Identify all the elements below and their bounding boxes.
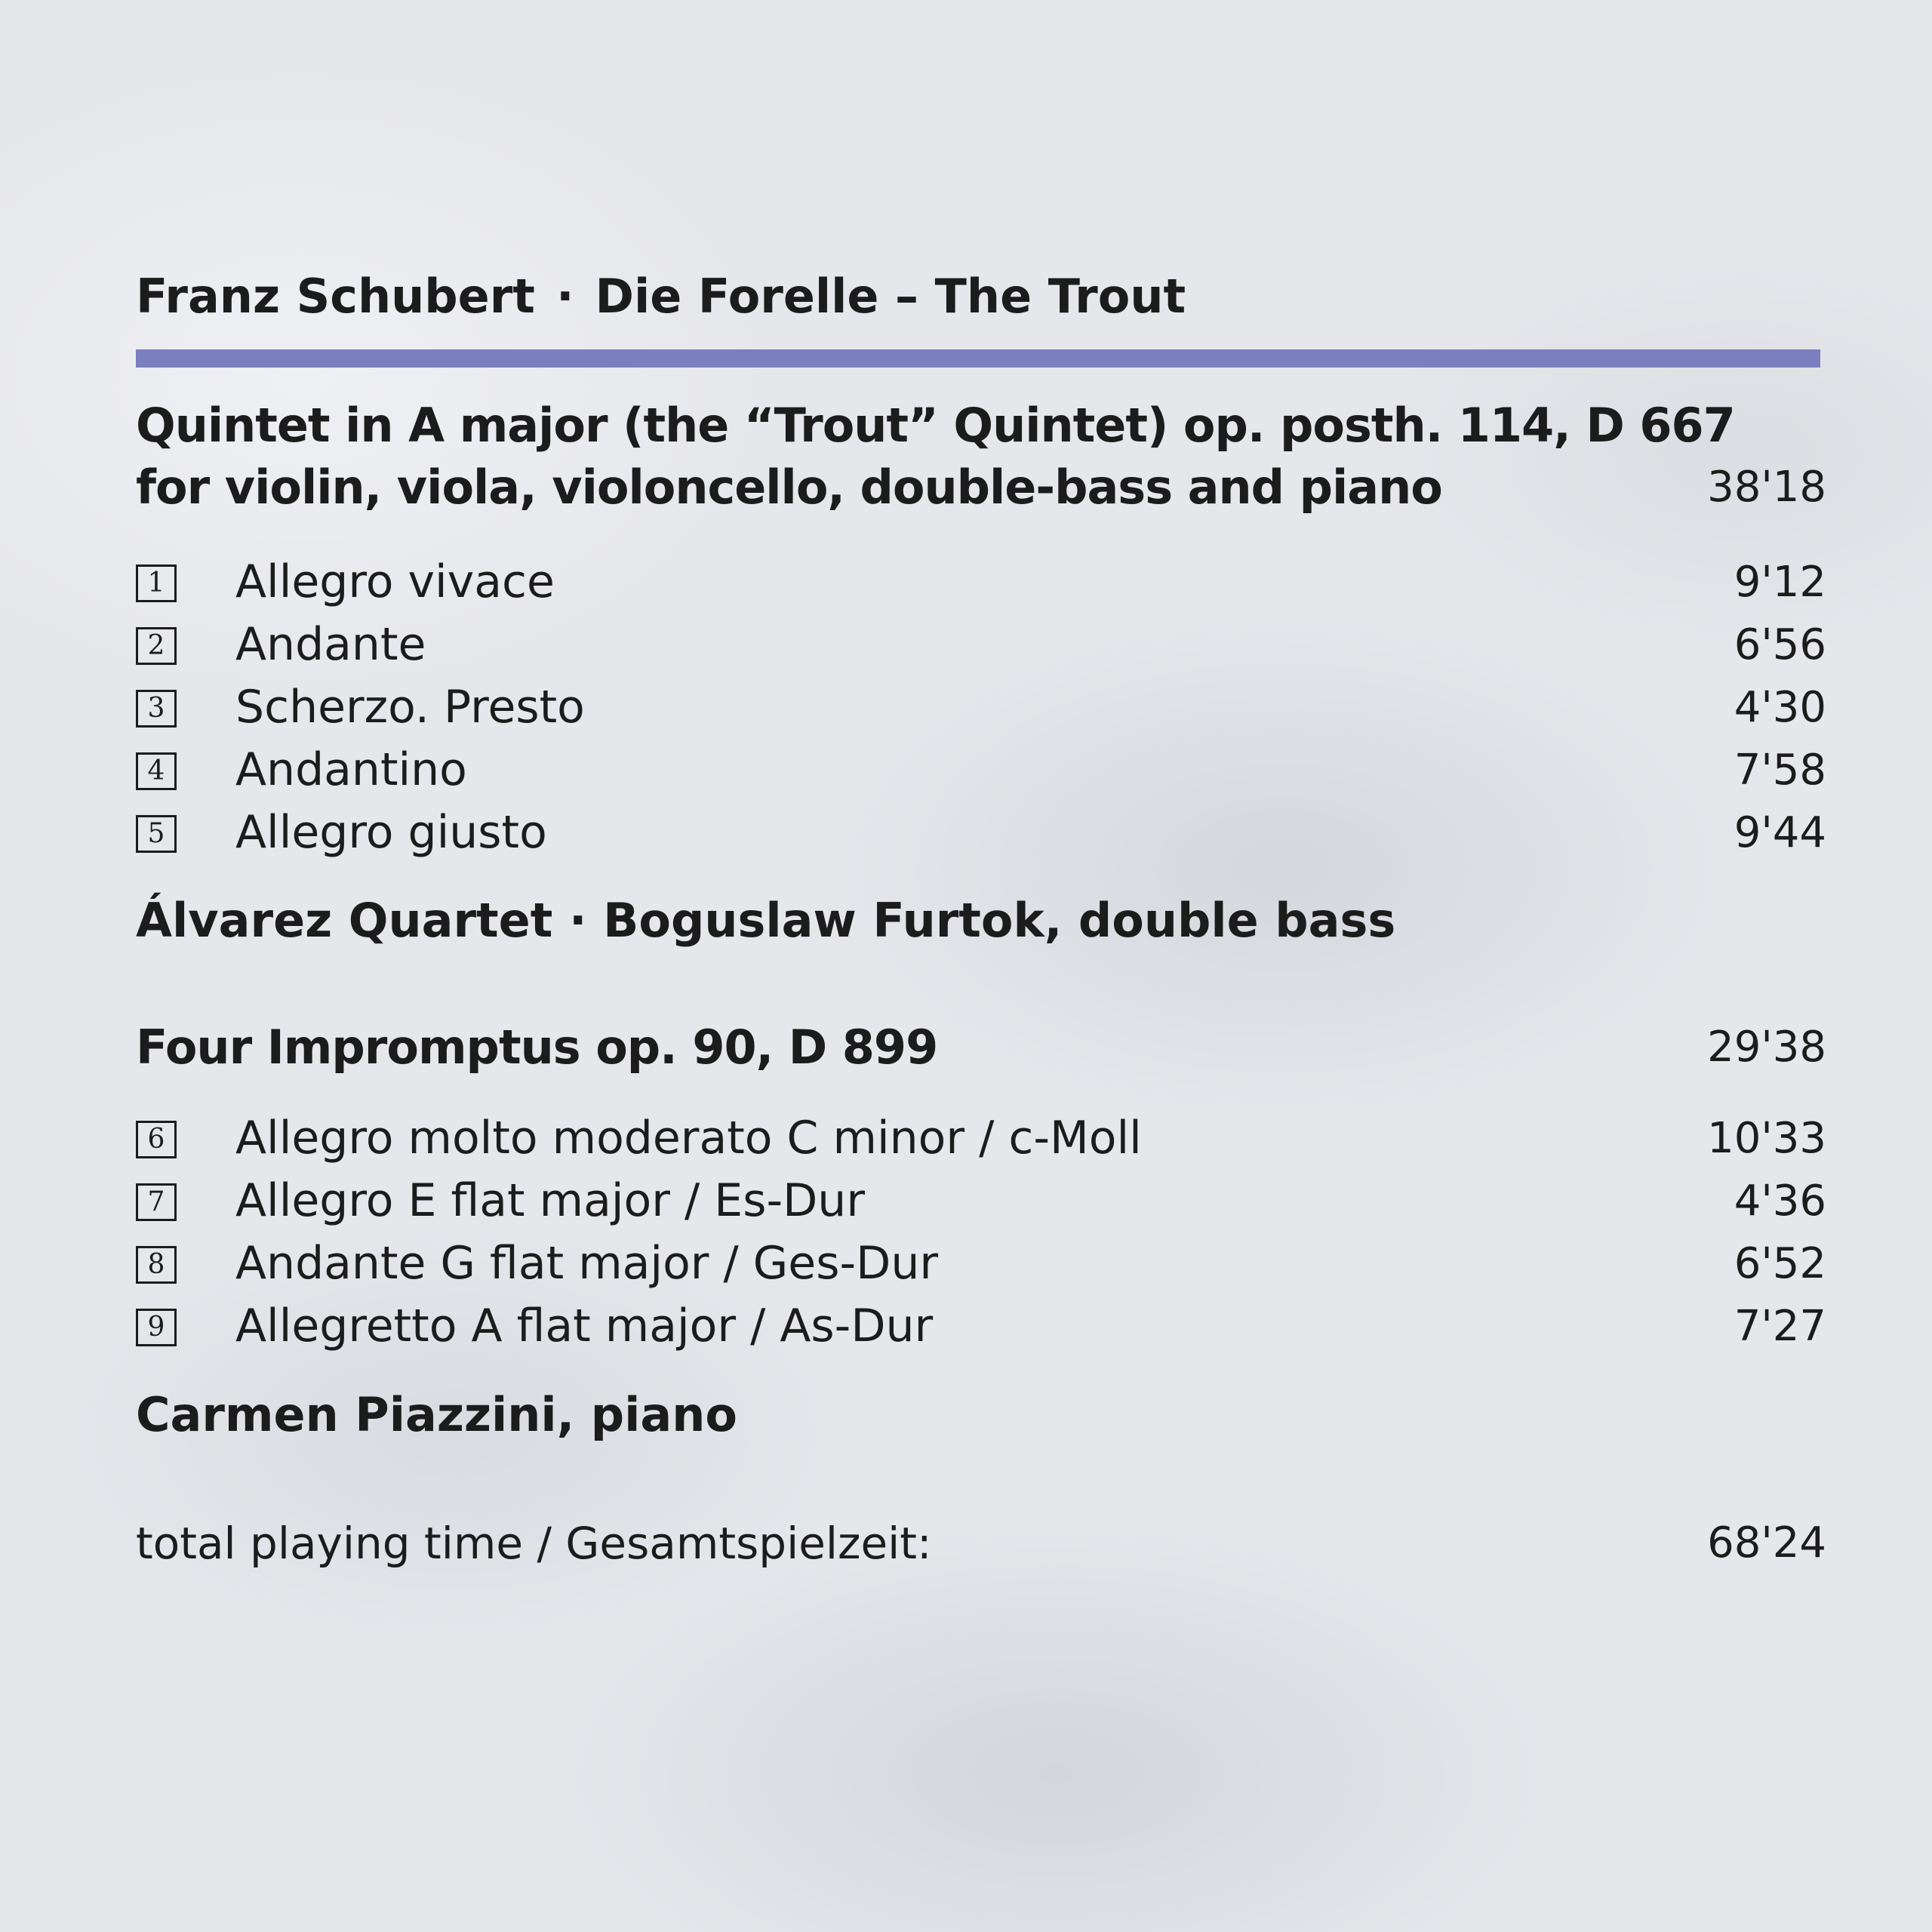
album-name: Die Forelle – The Trout (595, 269, 1186, 324)
track-row[interactable] (136, 801, 1826, 864)
quintet-heading (136, 395, 1826, 518)
track-row[interactable] (136, 1107, 1826, 1170)
impromptus-track-list (136, 1107, 1826, 1358)
track-number-box: 1 (136, 565, 177, 602)
total-duration: 68'24 (1707, 1518, 1826, 1567)
track-duration: 7'27 (1734, 1302, 1826, 1351)
track-number-box: 3 (136, 690, 177, 728)
title-rule (136, 349, 1820, 368)
quintet-performers: Álvarez Quartet · Boguslaw Furtok, double bass (136, 893, 1396, 948)
composer-name: Franz Schubert (136, 269, 535, 324)
total-playing-time (136, 1513, 1826, 1574)
track-row[interactable] (136, 676, 1826, 739)
track-title: Andante (235, 618, 426, 671)
tracklist-page (136, 0, 1826, 1932)
track-duration: 4'36 (1734, 1177, 1826, 1226)
track-row[interactable] (136, 1170, 1826, 1232)
track-duration: 7'58 (1734, 746, 1826, 795)
track-duration: 9'44 (1734, 808, 1826, 857)
track-title: Allegro vivace (235, 555, 555, 608)
track-row[interactable] (136, 1232, 1826, 1295)
title-separator: · (555, 269, 574, 324)
impromptus-title: Four Impromptus op. 90, D 899 (136, 1020, 938, 1075)
track-number-box: 8 (136, 1246, 177, 1284)
track-title: Scherzo. Presto (235, 681, 585, 734)
track-row[interactable] (136, 1295, 1826, 1358)
track-row[interactable] (136, 739, 1826, 801)
track-number-box: 4 (136, 752, 177, 790)
track-duration: 6'52 (1734, 1239, 1826, 1288)
track-duration: 6'56 (1734, 620, 1826, 669)
track-duration: 10'33 (1707, 1114, 1826, 1163)
impromptus-heading (136, 1017, 1826, 1078)
track-row[interactable] (136, 614, 1826, 676)
track-title: Allegro giusto (235, 806, 547, 859)
track-row[interactable] (136, 551, 1826, 614)
track-title: Andantino (235, 743, 467, 796)
quintet-track-list (136, 551, 1826, 864)
total-label: total playing time / Gesamtspielzeit: (136, 1518, 932, 1569)
album-title (136, 268, 1186, 325)
track-title: Allegro molto moderato C minor / c-Moll (235, 1112, 1142, 1164)
track-duration: 9'12 (1734, 558, 1826, 607)
track-number-box: 6 (136, 1121, 177, 1158)
quintet-title-line1: Quintet in A major (the “Trout” Quintet) op. posth. 114, D 667 (136, 398, 1735, 453)
track-number-box: 9 (136, 1309, 177, 1346)
track-title: Allegro E flat major / Es-Dur (235, 1174, 865, 1227)
impromptus-performers: Carmen Piazzini, piano (136, 1387, 737, 1442)
track-duration: 4'30 (1734, 683, 1826, 732)
impromptus-duration: 29'38 (1707, 1023, 1826, 1072)
quintet-duration: 38'18 (1707, 463, 1826, 512)
track-number-box: 5 (136, 815, 177, 853)
track-title: Allegretto A flat major / As-Dur (235, 1300, 934, 1352)
track-number-box: 2 (136, 627, 177, 665)
quintet-title-line2: for violin, viola, violoncello, double-bass and piano (136, 460, 1442, 515)
track-number-box: 7 (136, 1183, 177, 1221)
track-title: Andante G flat major / Ges-Dur (235, 1237, 939, 1290)
